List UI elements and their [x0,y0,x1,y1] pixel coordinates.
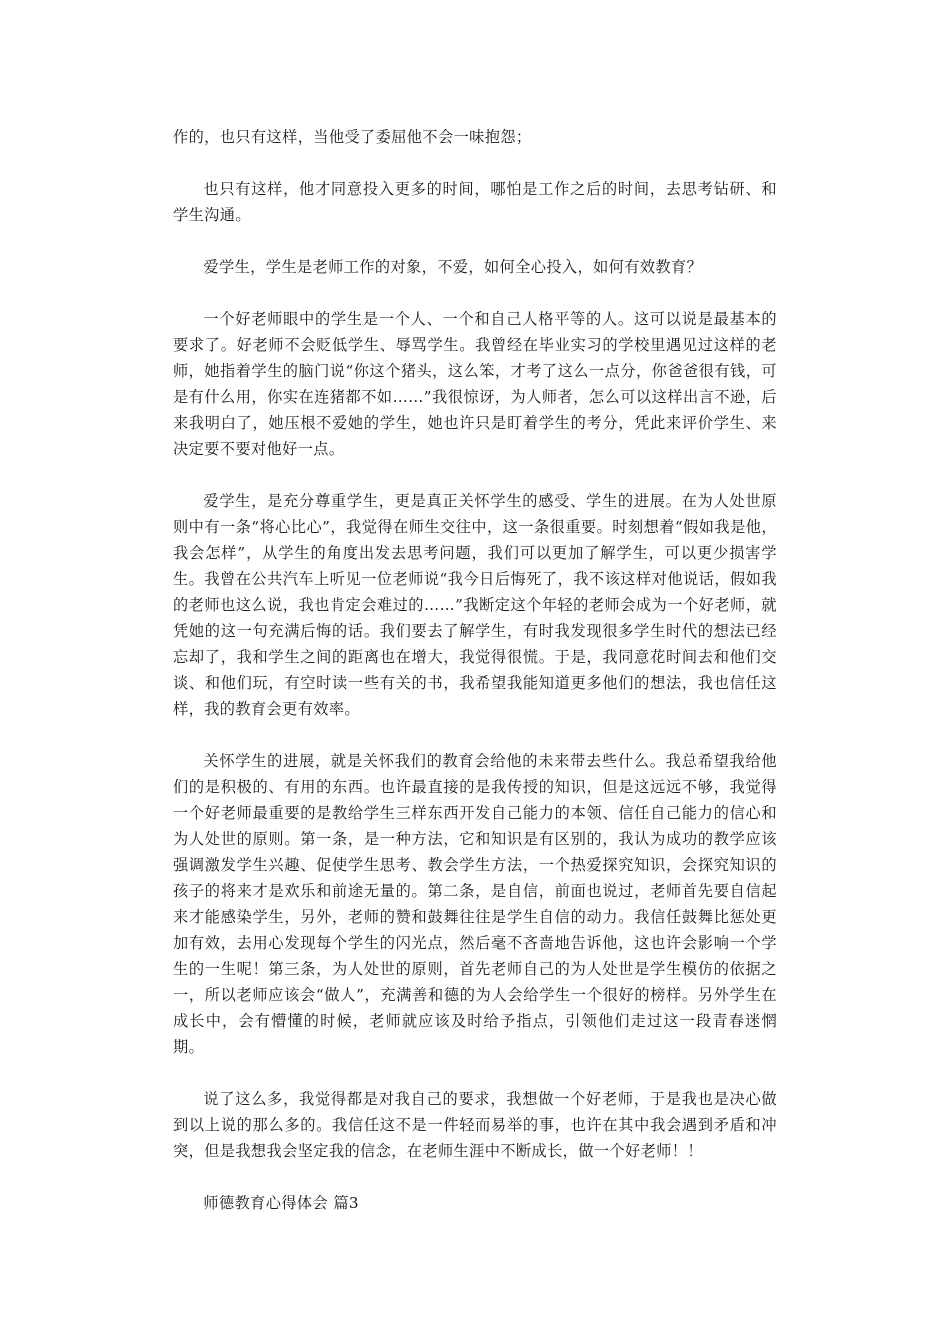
paragraph-continuation: 作的，也只有这样，当他受了委屈他不会一味抱怨； [173,128,532,146]
paragraph: 爱学生，学生是老师工作的对象，不爱，如何全心投入，如何有效教育？ [203,258,703,276]
paragraph: 关怀学生的进展，就是关怀我们的教育会给他的未来带去些什么。我总希望我给他们的是积极的、有用的东西。也许最直接的是我传授的知识，但是这远远不够，我觉得一个好老师最重要的是教给学生三样东西开发自己能力的本领、信任自己能力的信心和为人处世的原则。第一条，是一种方法，它和知识是有区别的，我认为成功的教学应该强调激发学生兴趣、促使学生思考、教会学生方法，一个热爱探究知识，会探究知识的孩子的将来才是欢乐和前途无量的。第二条，是自信，前面也说过，老师首先要自信起来才能感染学生，另外，老师的赞和鼓舞往往是学生自信的动力。我信任鼓舞比惩处更加有效，去用心发现每个学生的闪光点，然后毫不吝啬地告诉他，这也许会影响一个学生的一生呢！第三条，为人处世的原则，首先老师自己的为人处世是学生模仿的依据之一，所以老师应该会“做人”，充满善和德的为人会给学生一个很好的榜样。另外学生在成长中，会有懵懂的时候，老师就应该及时给予指点，引领他们走过这一段青春迷惘期。 [173,752,777,1056]
paragraph: 一个好老师眼中的学生是一个人、一个和自己人格平等的人。这可以说是最基本的要求了。好老师不会贬低学生、辱骂学生。我曾经在毕业实习的学校里遇见过这样的老师，她指着学生的脑门说“你这个猪头，这么笨，才考了这么一点分，你爸爸很有钱，可是有什么用，你实在连猪都不如……”我很惊讶，为人师者，怎么可以这样出言不逊，后来我明白了，她压根不爱她的学生，她也许只是盯着学生的考分，凭此来评价学生、来决定要不要对他好一点。 [173,310,777,458]
paragraph: 说了这么多，我觉得都是对我自己的要求，我想做一个好老师，于是我也是决心做到以上说的那么多的。我信任这不是一件轻而易举的事，也许在其中我会遇到矛盾和冲突，但是我想我会坚定我的信念，在老师生涯中不断成长，做一个好老师！！ [173,1090,777,1160]
document-body [173,124,777,1242]
section-heading: 师德教育心得体会 篇3 [203,1194,359,1212]
paragraph: 也只有这样，他才同意投入更多的时间，哪怕是工作之后的时间，去思考钻研、和学生沟通。 [173,180,777,224]
paragraph: 爱学生，是充分尊重学生，更是真正关怀学生的感受、学生的进展。在为人处世原则中有一条“将心比心”，我觉得在师生交往中，这一条很重要。时刻想着“假如我是他，我会怎样”，从学生的角度出发去思考问题，我们可以更加了解学生，可以更少损害学生。我曾在公共汽车上听见一位老师说“我今日后悔死了，我不该这样对他说话，假如我的老师也这么说，我也肯定会难过的……”我断定这个年轻的老师会成为一个好老师，就凭她的这一句充满后悔的话。我们要去了解学生，有时我发现很多学生时代的想法已经忘却了，我和学生之间的距离也在增大，我觉得很慌。于是，我同意花时间去和他们交谈、和他们玩，有空时读一些有关的书，我希望我能知道更多他们的想法，我也信任这样，我的教育会更有效率。 [173,492,777,718]
